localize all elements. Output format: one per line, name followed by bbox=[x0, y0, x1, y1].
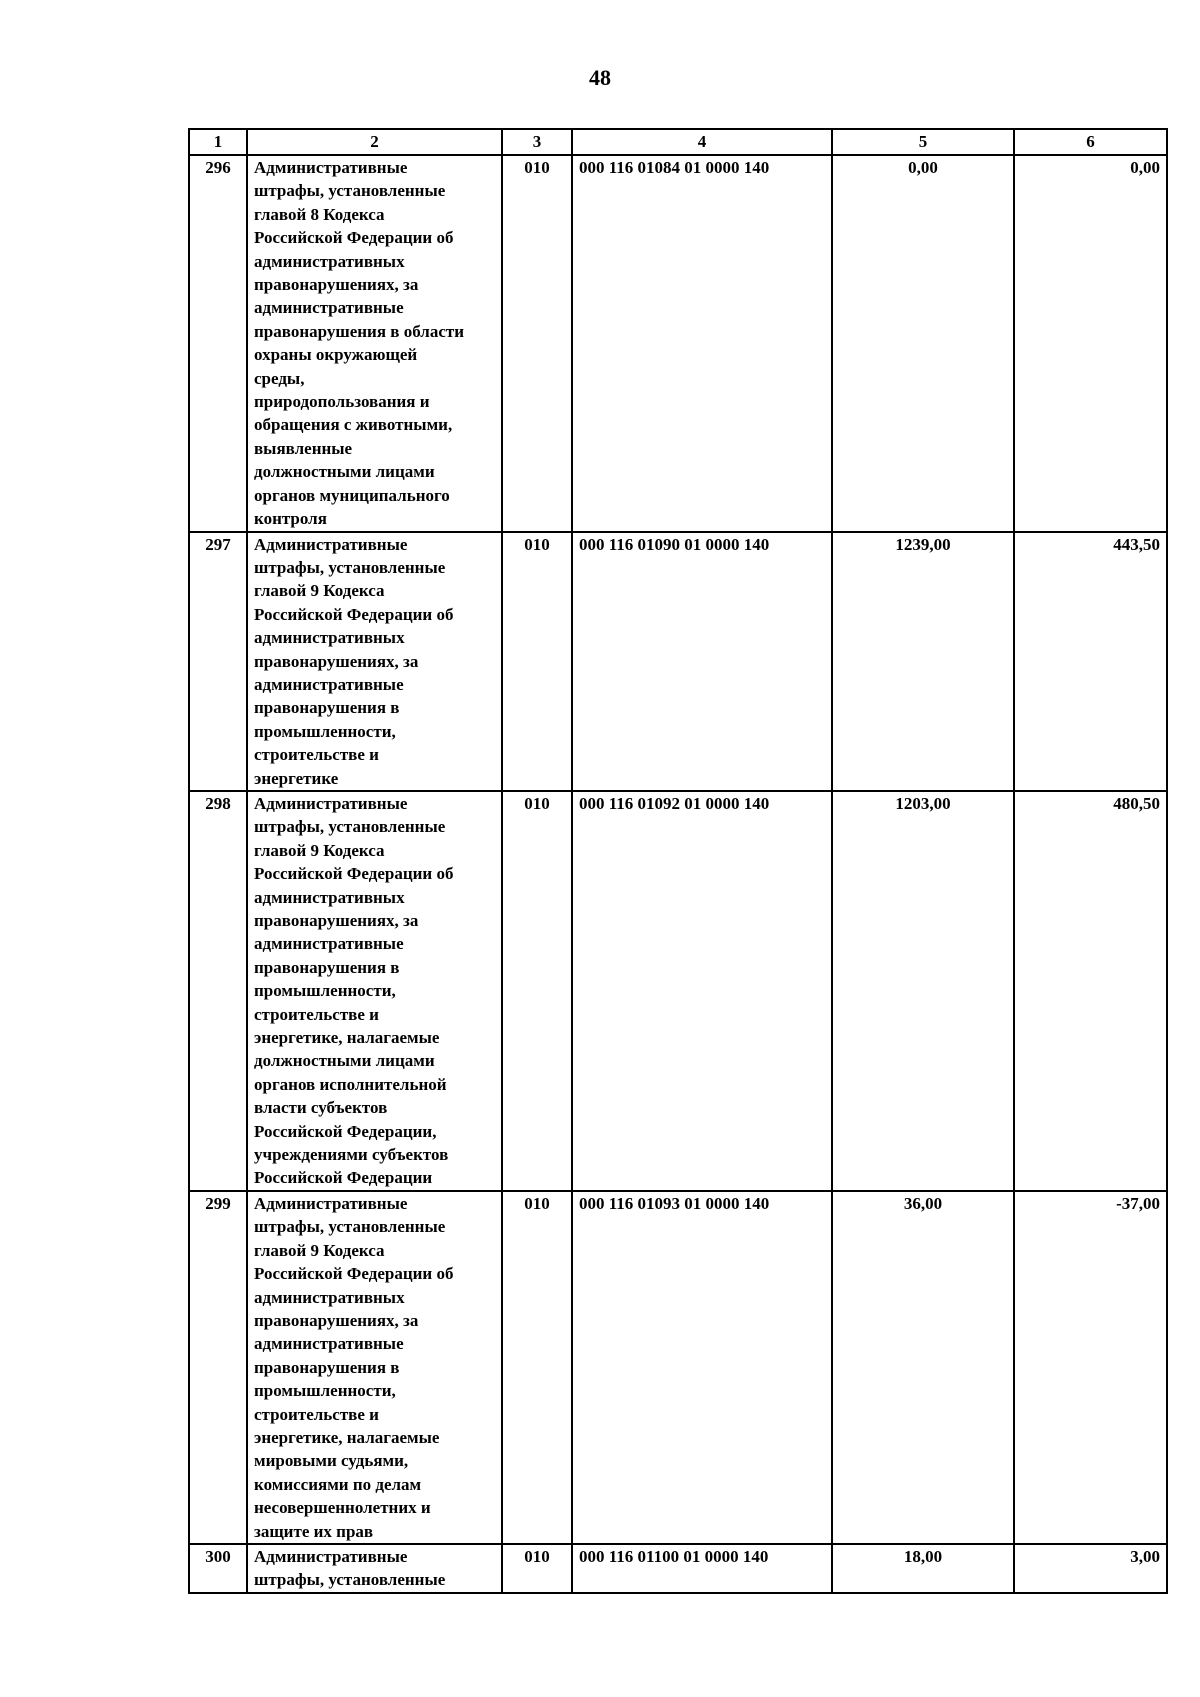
description-line: Административные bbox=[254, 793, 408, 813]
description-line: обращения с животными, bbox=[254, 415, 453, 435]
description-line: главой 8 Кодекса bbox=[254, 204, 385, 224]
amount-col6-cell: 480,50 bbox=[1014, 791, 1167, 1191]
description-cell bbox=[247, 791, 502, 1191]
description-line: Административные bbox=[254, 1546, 408, 1566]
description-line: Российской Федерации об bbox=[254, 864, 454, 884]
header-cell-4: 4 bbox=[572, 129, 832, 155]
description-line: Российской Федерации об bbox=[254, 604, 454, 624]
description-line: органов муниципального bbox=[254, 485, 450, 505]
row-number-cell: 297 bbox=[189, 532, 247, 791]
description-line: административных bbox=[254, 251, 405, 271]
description-line: должностными лицами bbox=[254, 462, 435, 482]
description-line: Российской Федерации bbox=[254, 1168, 433, 1188]
description-line: штрафы, установленные bbox=[254, 557, 446, 577]
description-line: главой 9 Кодекса bbox=[254, 581, 385, 601]
description-line: энергетике, налагаемые bbox=[254, 1427, 440, 1447]
description-line: Административные bbox=[254, 534, 408, 554]
description-line: Российской Федерации об bbox=[254, 228, 454, 248]
description-line: среды, bbox=[254, 368, 305, 388]
description-line: власти субъектов bbox=[254, 1098, 388, 1118]
description-line: штрафы, установленные bbox=[254, 1570, 446, 1590]
description-line: несовершеннолетних и bbox=[254, 1498, 431, 1518]
description-line: правонарушениях, за bbox=[254, 275, 419, 295]
amount-col5-cell: 1239,00 bbox=[832, 532, 1014, 791]
description-line: охраны окружающей bbox=[254, 345, 418, 365]
description-cell bbox=[247, 532, 502, 791]
table-row bbox=[189, 1544, 1167, 1593]
description-line: административные bbox=[254, 934, 404, 954]
admin-code-cell: 010 bbox=[502, 791, 572, 1191]
row-number-cell: 299 bbox=[189, 1191, 247, 1544]
description-line: строительстве и bbox=[254, 1004, 379, 1024]
amount-col5-cell: 1203,00 bbox=[832, 791, 1014, 1191]
description-line: штрафы, установленные bbox=[254, 817, 446, 837]
description-line: административных bbox=[254, 1287, 405, 1307]
amount-col6-cell: 3,00 bbox=[1014, 1544, 1167, 1593]
description-line: промышленности, bbox=[254, 1381, 396, 1401]
description-line: мировыми судьями, bbox=[254, 1451, 409, 1471]
description-line: административных bbox=[254, 887, 405, 907]
page-number: 48 bbox=[589, 65, 611, 90]
description-line: правонарушения в bbox=[254, 698, 400, 718]
header-cell-1: 1 bbox=[189, 129, 247, 155]
budget-code-cell: 000 116 01100 01 0000 140 bbox=[572, 1544, 832, 1593]
header-cell-6: 6 bbox=[1014, 129, 1167, 155]
description-line: административные bbox=[254, 674, 404, 694]
description-line: административные bbox=[254, 1334, 404, 1354]
row-number-cell: 296 bbox=[189, 155, 247, 532]
header-cell-5: 5 bbox=[832, 129, 1014, 155]
description-line: учреждениями субъектов bbox=[254, 1145, 449, 1165]
description-cell bbox=[247, 1191, 502, 1544]
description-line: промышленности, bbox=[254, 981, 396, 1001]
description-line: Российской Федерации, bbox=[254, 1121, 437, 1141]
row-number-cell: 298 bbox=[189, 791, 247, 1191]
amount-col6-cell: 0,00 bbox=[1014, 155, 1167, 532]
description-line: штрафы, установленные bbox=[254, 1217, 446, 1237]
table-row bbox=[189, 532, 1167, 791]
description-line: административные bbox=[254, 298, 404, 318]
description-line: главой 9 Кодекса bbox=[254, 1240, 385, 1260]
row-number-cell: 300 bbox=[189, 1544, 247, 1593]
description-line: комиссиями по делам bbox=[254, 1474, 422, 1494]
amount-col6-cell: -37,00 bbox=[1014, 1191, 1167, 1544]
description-line: правонарушениях, за bbox=[254, 651, 419, 671]
description-line: правонарушения в области bbox=[254, 321, 465, 341]
amount-col6-cell: 443,50 bbox=[1014, 532, 1167, 791]
description-line: административных bbox=[254, 628, 405, 648]
description-line: контроля bbox=[254, 509, 327, 529]
budget-table bbox=[188, 128, 1168, 1594]
description-line: строительстве и bbox=[254, 1404, 379, 1424]
admin-code-cell: 010 bbox=[502, 1191, 572, 1544]
description-line: строительстве и bbox=[254, 745, 379, 765]
table-body bbox=[189, 129, 1167, 1593]
description-line: энергетике, налагаемые bbox=[254, 1028, 440, 1048]
table-row bbox=[189, 791, 1167, 1191]
description-line: правонарушениях, за bbox=[254, 1310, 419, 1330]
description-line: выявленные bbox=[254, 438, 353, 458]
description-line: правонарушения в bbox=[254, 957, 400, 977]
header-cell-3: 3 bbox=[502, 129, 572, 155]
amount-col5-cell: 36,00 bbox=[832, 1191, 1014, 1544]
description-line: Административные bbox=[254, 1193, 408, 1213]
description-line: природопользования и bbox=[254, 392, 430, 412]
description-line: Российской Федерации об bbox=[254, 1264, 454, 1284]
admin-code-cell: 010 bbox=[502, 155, 572, 532]
description-line: органов исполнительной bbox=[254, 1074, 447, 1094]
table-header-row bbox=[189, 129, 1167, 155]
description-line: правонарушениях, за bbox=[254, 911, 419, 930]
description-line: правонарушения в bbox=[254, 1357, 400, 1377]
budget-code-cell: 000 116 01090 01 0000 140 bbox=[572, 532, 832, 791]
header-cell-2: 2 bbox=[247, 129, 502, 155]
amount-col5-cell: 0,00 bbox=[832, 155, 1014, 532]
description-line: Административные bbox=[254, 158, 408, 177]
description-line: главой 9 Кодекса bbox=[254, 840, 385, 860]
description-line: промышленности, bbox=[254, 721, 396, 741]
description-line: защите их прав bbox=[254, 1521, 374, 1541]
admin-code-cell: 010 bbox=[502, 1544, 572, 1593]
budget-code-cell: 000 116 01084 01 0000 140 bbox=[572, 155, 832, 532]
admin-code-cell: 010 bbox=[502, 532, 572, 791]
table-row bbox=[189, 155, 1167, 532]
amount-col5-cell: 18,00 bbox=[832, 1544, 1014, 1593]
budget-code-cell: 000 116 01093 01 0000 140 bbox=[572, 1191, 832, 1544]
description-line: штрафы, установленные bbox=[254, 181, 446, 201]
description-cell bbox=[247, 1544, 502, 1593]
description-line: должностными лицами bbox=[254, 1051, 435, 1071]
table-row bbox=[189, 1191, 1167, 1544]
description-cell bbox=[247, 155, 502, 532]
description-line: энергетике bbox=[254, 768, 339, 788]
budget-code-cell: 000 116 01092 01 0000 140 bbox=[572, 791, 832, 1191]
